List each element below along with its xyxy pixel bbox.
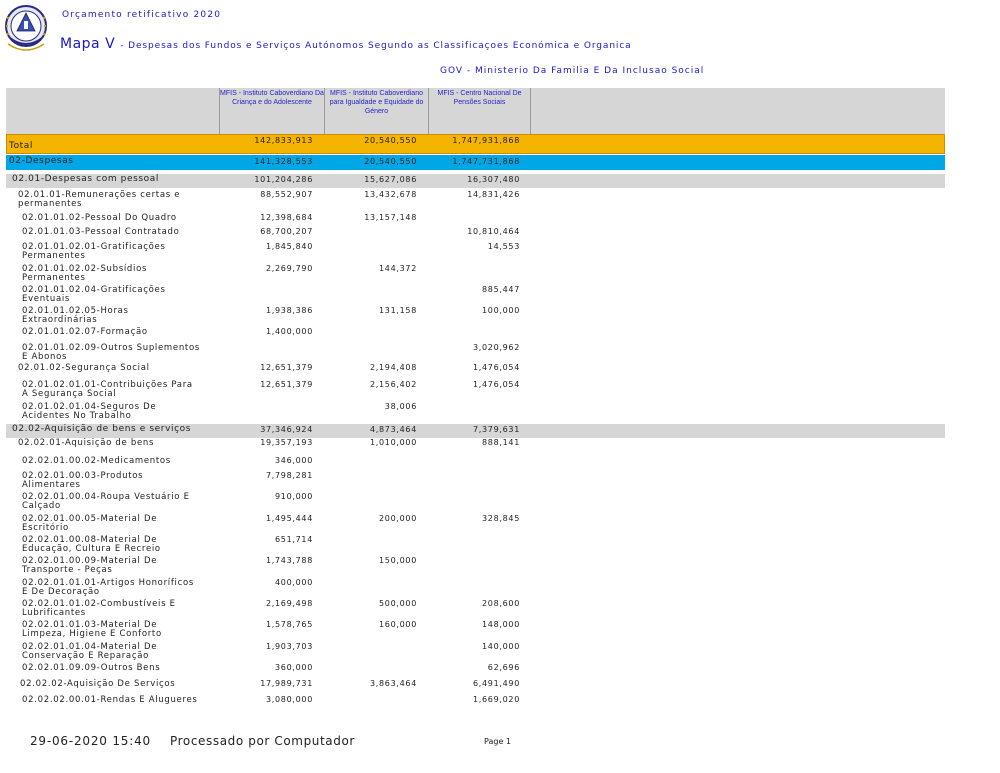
row-label: 02.02.01.00.09-Material De Transporte - Peças — [22, 556, 158, 575]
row-value-c1: 1,903,703 — [265, 642, 313, 651]
row-label: 02.02.01.09.09-Outros Bens — [22, 663, 161, 673]
row-label: 02.01.01.02-Pessoal Do Quadro — [22, 213, 177, 223]
row-value-c1: 1,938,386 — [265, 306, 313, 315]
row-value-c3: 7,379,631 — [472, 425, 520, 434]
row-value-c1: 910,000 — [275, 492, 313, 501]
row-value-c1: 360,000 — [275, 663, 313, 672]
column-header-cnps: MFIS - Centro Nacional De Pensões Sociais — [428, 88, 531, 134]
row-value-c3: 1,669,020 — [472, 695, 520, 704]
row-value-c2: 131,158 — [379, 306, 417, 315]
column-header-icieg: MFIS - Instituto Caboverdiano para Igualdade e Equidade do Género — [324, 88, 428, 134]
column-header-icca: MFIS - Instituto Caboverdiano Da Criança e do Adolescente — [219, 88, 324, 134]
row-value-c2: 200,000 — [379, 514, 417, 523]
row-value-c1: 1,495,444 — [265, 514, 313, 523]
row-value-c2: 2,156,402 — [369, 380, 417, 389]
row-value-c2: 13,432,678 — [364, 190, 417, 199]
row-value-c3: 14,553 — [487, 242, 520, 251]
row-label: 02.01.02-Segurança Social — [18, 363, 150, 373]
row-label: 02.02.01.00.05-Material De Escritório — [22, 514, 158, 533]
row-value-c3: 1,747,931,868 — [452, 136, 520, 145]
row-label: 02.01.01.02.09-Outros Suplementos E Abonos — [22, 343, 200, 362]
row-value-c3: 328,845 — [482, 514, 520, 523]
row-value-c1: 141,328,553 — [254, 157, 313, 166]
row-value-c2: 20,540,550 — [364, 136, 417, 145]
map-title-subtitle: - Despesas dos Fundos e Serviços Autónomos Segundo as Classificaçoes Económica e Organica — [120, 41, 632, 51]
row-value-c2: 38,006 — [384, 402, 417, 411]
row-value-c3: 1,747,731,868 — [452, 157, 520, 166]
row-value-c2: 3,863,464 — [369, 679, 417, 688]
row-value-c1: 19,357,193 — [260, 438, 313, 447]
row-value-c3: 1,476,054 — [472, 363, 520, 372]
row-label: 02.02-Aquisição de bens e serviços — [12, 424, 192, 434]
map-title — [60, 33, 632, 52]
row-value-c3: 885,447 — [482, 285, 520, 294]
row-value-c3: 10,810,464 — [467, 227, 520, 236]
row-value-c3: 148,000 — [482, 620, 520, 629]
row-label: 02.01.01.03-Pessoal Contratado — [22, 227, 180, 237]
row-value-c2: 1,010,000 — [369, 438, 417, 447]
row-value-c1: 3,080,000 — [265, 695, 313, 704]
row-value-c2: 15,627,086 — [364, 175, 417, 184]
ministry-heading: GOV - Ministerio Da Familia E Da Inclusao Social — [440, 66, 705, 76]
row-value-c1: 2,169,498 — [265, 599, 313, 608]
row-value-c1: 346,000 — [275, 456, 313, 465]
row-label: 02.02.01.01.01-Artigos Honoríficos E De Decoração — [22, 578, 194, 597]
row-label: 02.02.01.01.03-Material De Limpeza, Higiene E Conforto — [22, 620, 162, 639]
document-title: Orçamento retificativo 2020 — [62, 10, 222, 20]
row-value-c1: 17,989,731 — [260, 679, 313, 688]
row-value-c3: 16,307,480 — [467, 175, 520, 184]
footer-date: 29-06-2020 15:40 — [30, 734, 151, 748]
row-value-c3: 6,491,490 — [472, 679, 520, 688]
row-label: 02.02.01.00.04-Roupa Vestuário E Calçado — [22, 492, 190, 511]
row-label: 02.02.01-Aquisição de bens — [18, 438, 155, 448]
row-value-c3: 208,600 — [482, 599, 520, 608]
row-label: 02.01.02.01.01-Contribuições Para A Segurança Social — [22, 380, 193, 399]
coat-of-arms-logo — [4, 4, 48, 54]
row-label: 02.01.01.02.04-Gratificações Eventuais — [22, 285, 166, 304]
row-label: 02.02.02.00.01-Rendas E Alugueres — [22, 695, 198, 705]
row-label: 02.02.01.00.03-Produtos Alimentares — [22, 471, 144, 490]
row-label: 02.01.01.02.05-Horas Extraordinárias — [22, 306, 129, 325]
row-label: 02.02.01.01.02-Combustíveis E Lubrificantes — [22, 599, 176, 618]
row-value-c1: 12,651,379 — [260, 363, 313, 372]
row-value-c1: 37,346,924 — [260, 425, 313, 434]
map-title-main: Mapa V — [60, 36, 116, 52]
row-value-c2: 13,157,148 — [364, 213, 417, 222]
row-value-c1: 88,552,907 — [260, 190, 313, 199]
row-value-c3: 62,696 — [487, 663, 520, 672]
row-value-c1: 101,204,286 — [254, 175, 313, 184]
row-value-c1: 7,798,281 — [265, 471, 313, 480]
row-value-c1: 2,269,790 — [265, 264, 313, 273]
row-label: 02.02.01.00.08-Material De Educação, Cultura E Recreio — [22, 535, 161, 554]
row-value-c2: 500,000 — [379, 599, 417, 608]
row-value-c1: 68,700,207 — [260, 227, 313, 236]
row-label: 02.01.01.02.01-Gratificações Permanentes — [22, 242, 166, 261]
row-label: 02.02.02-Aquisição De Serviços — [20, 679, 176, 689]
row-label: 02.01-Despesas com pessoal — [12, 174, 160, 184]
row-value-c1: 12,398,684 — [260, 213, 313, 222]
row-value-c1: 1,400,000 — [265, 327, 313, 336]
page-number: Page 1 — [484, 737, 511, 746]
footer-processed-by: Processado por Computador — [170, 734, 355, 748]
row-value-c2: 2,194,408 — [369, 363, 417, 372]
row-value-c2: 20,540,550 — [364, 157, 417, 166]
row-label: 02.01.01-Remunerações certas e permanentes — [18, 190, 181, 209]
row-value-c1: 12,651,379 — [260, 380, 313, 389]
row-label: 02.02.01.01.04-Material De Conservação E Reparação — [22, 642, 158, 661]
row-value-c3: 1,476,054 — [472, 380, 520, 389]
row-label: 02.01.01.02.07-Formação — [22, 327, 148, 337]
row-value-c3: 100,000 — [482, 306, 520, 315]
row-value-c1: 142,833,913 — [254, 136, 313, 145]
row-label: Total — [9, 141, 34, 151]
row-value-c3: 14,831,426 — [467, 190, 520, 199]
row-label: 02.02.01.00.02-Medicamentos — [22, 456, 171, 466]
row-value-c2: 4,873,464 — [369, 425, 417, 434]
row-value-c1: 651,714 — [275, 535, 313, 544]
row-value-c3: 3,020,962 — [472, 343, 520, 352]
row-label: 02.01.01.02.02-Subsídios Permanentes — [22, 264, 148, 283]
row-value-c1: 400,000 — [275, 578, 313, 587]
row-value-c3: 888,141 — [482, 438, 520, 447]
row-label: 02.01.02.01.04-Seguros De Acidentes No Trabalho — [22, 402, 157, 421]
row-label: 02-Despesas — [9, 156, 74, 166]
row-value-c3: 140,000 — [482, 642, 520, 651]
row-value-c2: 160,000 — [379, 620, 417, 629]
row-value-c1: 1,845,840 — [265, 242, 313, 251]
row-value-c1: 1,578,765 — [265, 620, 313, 629]
row-value-c2: 144,372 — [379, 264, 417, 273]
row-value-c2: 150,000 — [379, 556, 417, 565]
row-value-c1: 1,743,788 — [265, 556, 313, 565]
